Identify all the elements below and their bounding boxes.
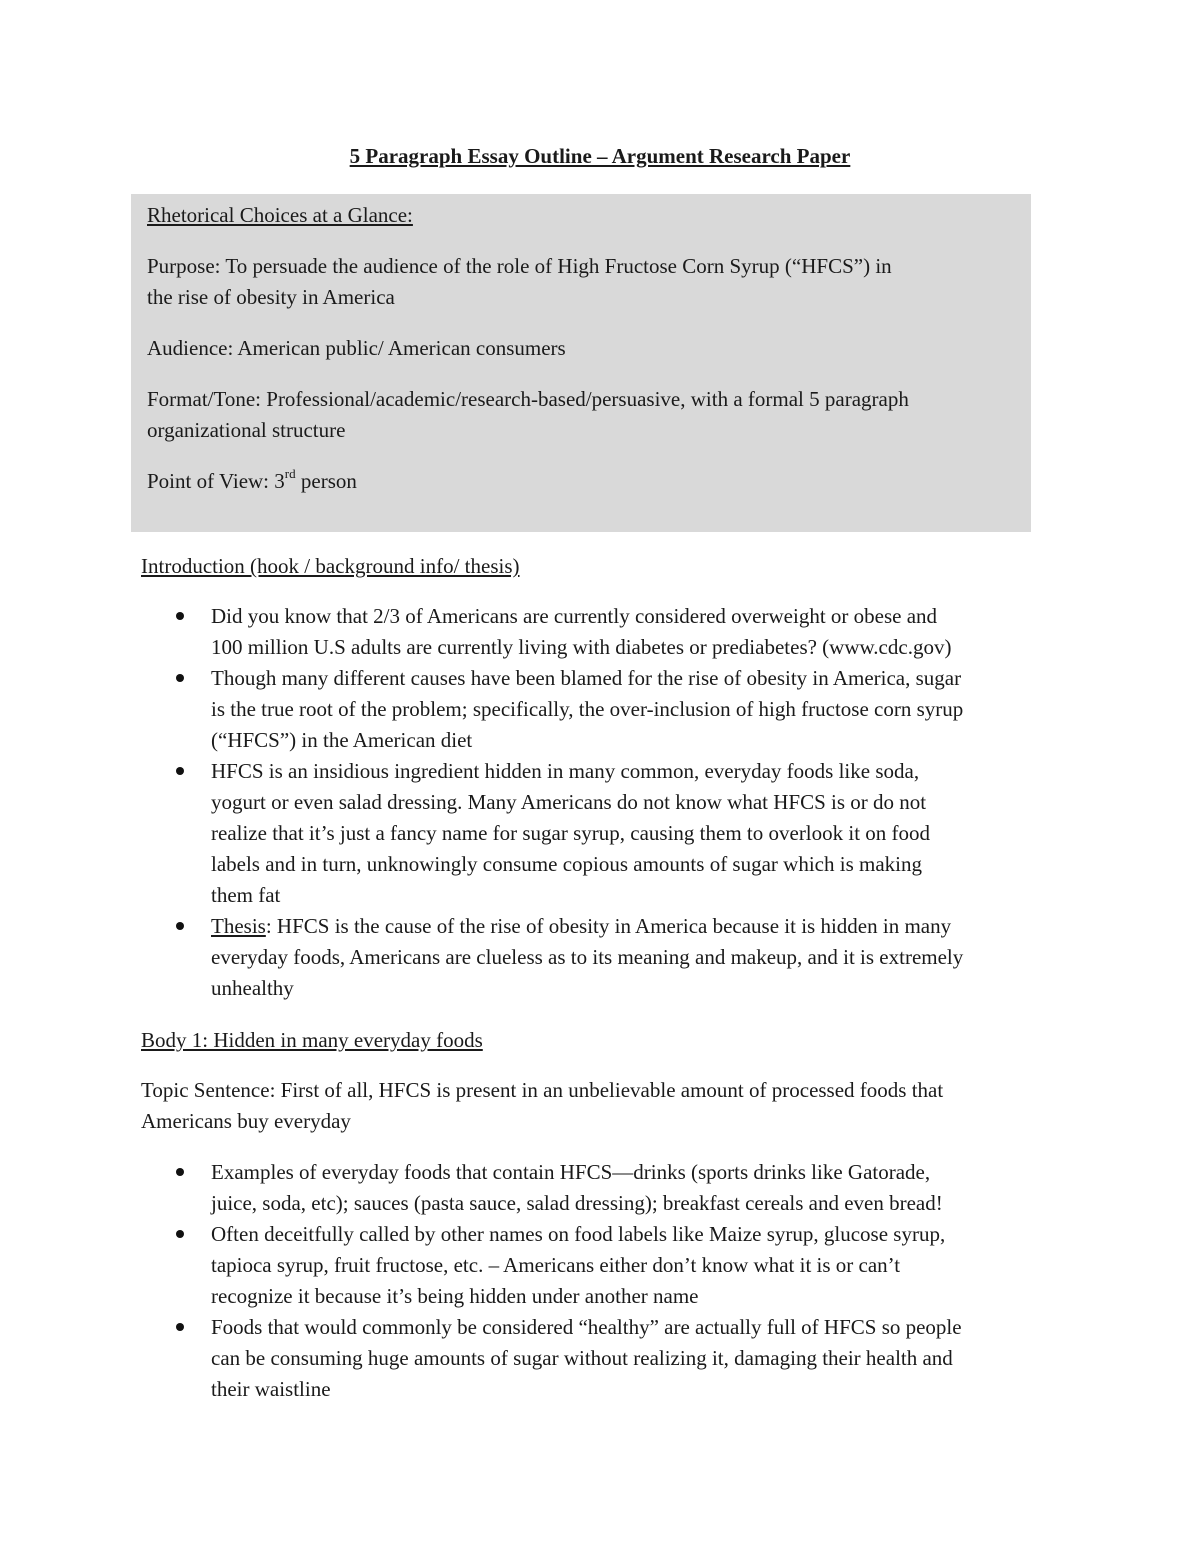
thesis-text: : HFCS is the cause of the rise of obesity in America because it is hidden in many [265, 914, 952, 938]
bullet-icon [176, 1168, 184, 1176]
pov-prefix: Point of View: 3 [147, 469, 285, 493]
bullet-line: (“HFCS”) in the American diet [211, 728, 473, 752]
introduction-bullets [141, 601, 1061, 1004]
thesis-label: Thesis [211, 914, 266, 938]
bullet-line: Though many different causes have been blamed for the rise of obesity in America, sugar [211, 666, 962, 690]
purpose-paragraph [147, 251, 1017, 313]
rhetorical-choices-box [131, 194, 1031, 532]
list-item [141, 601, 1061, 663]
body1-bullets [141, 1157, 1061, 1405]
bullet-line: their waistline [211, 1377, 331, 1401]
document-title: 5 Paragraph Essay Outline – Argument Research Paper [349, 144, 851, 168]
bullet-line: Examples of everyday foods that contain HFCS—drinks (sports drinks like Gatorade, [211, 1160, 931, 1184]
bullet-icon [176, 767, 184, 775]
bullet-line: yogurt or even salad dressing. Many Americans do not know what HFCS is or do not [211, 790, 927, 814]
list-item [141, 663, 1061, 756]
bullet-line: them fat [211, 883, 281, 907]
bullet-icon [176, 922, 184, 930]
bullet-line: can be consuming huge amounts of sugar without realizing it, damaging their health and [211, 1346, 953, 1370]
bullet-line: tapioca syrup, fruit fructose, etc. – Americans either don’t know what it is or can’t [211, 1253, 901, 1277]
list-item [141, 1312, 1061, 1405]
bullet-line: 100 million U.S adults are currently living with diabetes or prediabetes? (www.cdc.gov) [211, 635, 952, 659]
point-of-view-paragraph [147, 466, 1017, 497]
bullet-line: labels and in turn, unknowingly consume copious amounts of sugar which is making [211, 852, 922, 876]
topic-line: Topic Sentence: First of all, HFCS is present in an unbelievable amount of processed foods that [141, 1078, 944, 1102]
bullet-line: is the true root of the problem; specifically, the over-inclusion of high fructose corn syrup [211, 697, 964, 721]
bullet-line [211, 911, 1061, 942]
bullet-line: juice, soda, etc); sauces (pasta sauce, salad dressing); breakfast cereals and even bread! [211, 1191, 943, 1215]
bullet-icon [176, 1230, 184, 1238]
bullet-icon [176, 674, 184, 682]
bullet-line: realize that it’s just a fancy name for sugar syrup, causing them to overlook it on food [211, 821, 931, 845]
pov-ordinal: rd [284, 466, 296, 481]
pov-suffix: person [295, 469, 357, 493]
body1-heading: Body 1: Hidden in many everyday foods [141, 1028, 483, 1052]
bullet-line: Did you know that 2/3 of Americans are currently considered overweight or obese and [211, 604, 938, 628]
topic-line: Americans buy everyday [141, 1109, 351, 1133]
format-tone-paragraph [147, 384, 1017, 446]
audience-paragraph: Audience: American public/ American consumers [147, 336, 566, 360]
list-item [141, 756, 1061, 911]
bullet-line: Often deceitfully called by other names on food labels like Maize syrup, glucose syrup, [211, 1222, 946, 1246]
bullet-icon [176, 1323, 184, 1331]
bullet-line: everyday foods, Americans are clueless as to its meaning and makeup, and it is extremely [211, 945, 964, 969]
purpose-line: the rise of obesity in America [147, 285, 395, 309]
thesis-item [141, 911, 1061, 1004]
format-line: organizational structure [147, 418, 346, 442]
purpose-line: Purpose: To persuade the audience of the role of High Fructose Corn Syrup (“HFCS”) in [147, 254, 892, 278]
body1-section [141, 1025, 1061, 1405]
bullet-line: Foods that would commonly be considered “healthy” are actually full of HFCS so people [211, 1315, 962, 1339]
topic-sentence [141, 1075, 1061, 1137]
bullet-line: recognize it because it’s being hidden under another name [211, 1284, 699, 1308]
bullet-line: HFCS is an insidious ingredient hidden in many common, everyday foods like soda, [211, 759, 920, 783]
list-item [141, 1219, 1061, 1312]
bullet-icon [176, 612, 184, 620]
rhetorical-choices-heading: Rhetorical Choices at a Glance: [147, 203, 413, 227]
format-line: Format/Tone: Professional/academic/research-based/persuasive, with a formal 5 paragraph [147, 387, 909, 411]
introduction-heading: Introduction (hook / background info/ thesis) [141, 554, 520, 578]
introduction-section [141, 551, 1061, 1004]
list-item [141, 1157, 1061, 1219]
bullet-line: unhealthy [211, 976, 294, 1000]
